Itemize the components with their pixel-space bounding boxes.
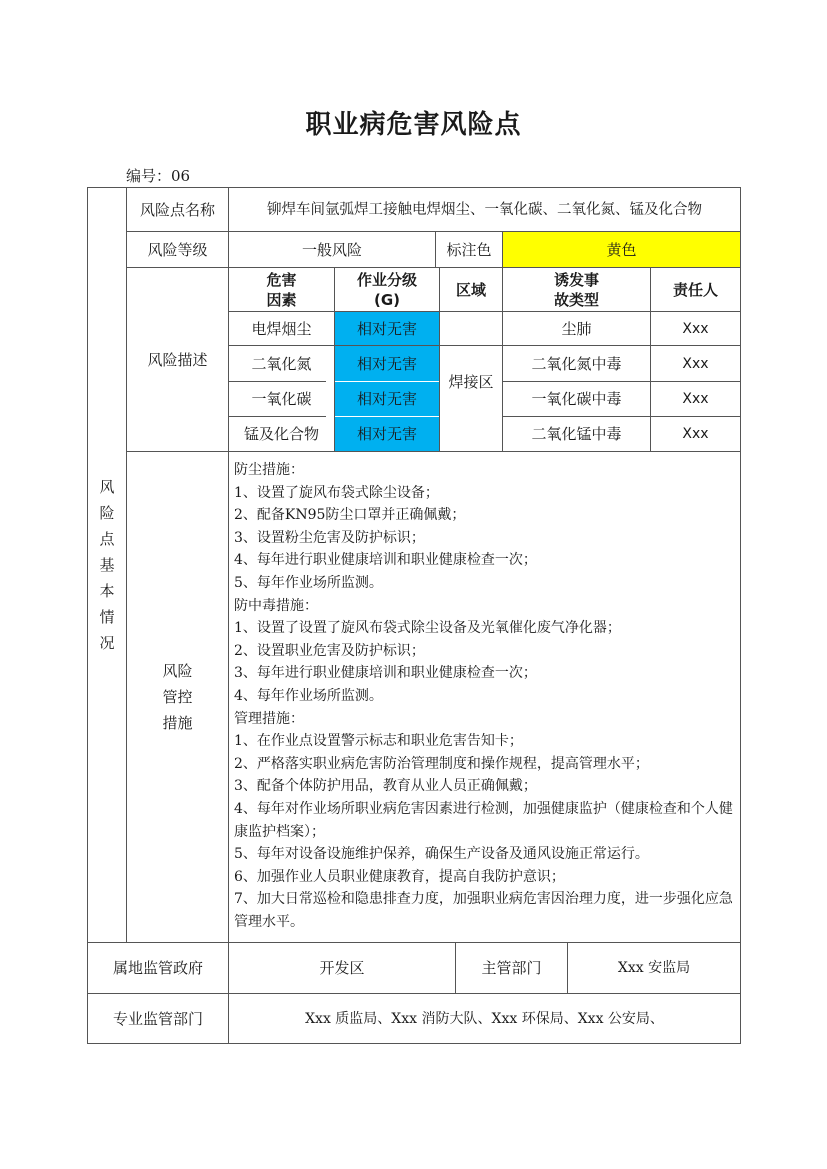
work-grade-cell: 相对无害	[335, 417, 439, 451]
local-government-label: 属地监管政府	[112, 959, 203, 977]
risk-name-value: 铆焊车间氩弧焊工接触电焊烟尘、一氧化碳、二氧化氮、锰及化合物	[267, 201, 702, 218]
header-area: 区域	[455, 280, 486, 299]
measure-line: 防尘措施：	[234, 462, 304, 478]
measure-line: 防中毒措施：	[234, 597, 318, 614]
accident-type-cell: 一氧化碳中毒	[531, 390, 622, 408]
work-grade-cell: 相对无害	[335, 346, 439, 381]
measure-line: 7、加大日常巡检和隐患排查力度，加强职业病危害因治理力度，进一步强化应急管理水平。	[234, 891, 733, 930]
measure-line: 2、设置职业危害及防护标识；	[234, 642, 425, 659]
measure-line: 3、配备个体防护用品，教育从业人员正确佩戴；	[234, 778, 537, 795]
measure-line: 1、设置了设置了旋风布袋式除尘设备及光氧催化废气净化器；	[234, 620, 621, 637]
measure-line: 5、每年作业场所监测。	[234, 574, 383, 591]
measure-line: 1、设置了旋风布袋式除尘设备；	[234, 484, 439, 501]
header-accident-type: 诱发事 故类型	[553, 270, 599, 309]
responsible-person-cell: Xxx	[682, 426, 709, 442]
accident-type-cell: 尘肺	[561, 319, 592, 338]
measure-line: 2、配备KN95防尘口罩并正确佩戴；	[234, 507, 466, 524]
measure-line: 3、设置粉尘危害及防护标识；	[234, 529, 425, 546]
header-work-grade: 作业分级 (G)	[356, 270, 417, 309]
local-government-value: 开发区	[319, 959, 365, 977]
measure-line: 1、在作业点设置警示标志和职业危害告知卡；	[234, 733, 523, 750]
work-grade-cell: 相对无害	[335, 312, 439, 345]
measure-line: 4、每年对作业场所职业病危害因素进行检测，加强健康监护（健康检查和个人健康监护档案）；	[234, 800, 733, 840]
measure-line: 4、每年进行职业健康培训和职业健康检查一次；	[234, 552, 537, 569]
measure-line: 2、严格落实职业病危害防治管理制度和操作规程，提高管理水平；	[234, 755, 649, 772]
header-hazard-factor: 危害 因素	[266, 270, 297, 309]
measure-line: 4、每年作业场所监测。	[234, 687, 383, 704]
mark-color-label: 标注色	[446, 240, 492, 259]
professional-supervision-value: Xxx 质监局、Xxx 消防大队、Xxx 环保局、Xxx 公安局、	[305, 1010, 664, 1027]
risk-description-label: 风险描述	[147, 350, 208, 369]
risk-level-value: 一般风险	[301, 240, 362, 259]
hazard-factor-cell: 电焊烟尘	[251, 319, 312, 338]
risk-name-label: 风险点名称	[139, 200, 215, 219]
work-grade-cell: 相对无害	[335, 382, 439, 416]
measure-line: 6、加强作业人员职业健康教育，提高自我防护意识；	[234, 868, 565, 885]
side-label-basic-info: 风 险 点 基 本 情 况	[99, 478, 115, 652]
measure-line: 管理措施：	[234, 710, 304, 727]
mark-color-value: 黄色	[503, 232, 740, 267]
measure-line: 3、每年进行职业健康培训和职业健康检查一次；	[234, 665, 537, 682]
document-number: 编号：06	[126, 167, 191, 185]
responsible-person-cell: Xxx	[682, 355, 709, 372]
responsible-person-cell: Xxx	[682, 391, 709, 407]
header-responsible-person: 责任人	[672, 280, 718, 299]
hazard-factor-cell: 一氧化碳	[251, 390, 312, 408]
control-measures-label: 风险 管控 措施	[162, 662, 193, 732]
competent-department-label: 主管部门	[481, 959, 542, 977]
responsible-person-cell: Xxx	[682, 320, 709, 337]
control-measures-text	[234, 459, 734, 933]
competent-department-value: Xxx 安监局	[617, 960, 691, 976]
hazard-factor-cell: 锰及化合物	[243, 425, 319, 443]
professional-supervision-label: 专业监管部门	[112, 1009, 203, 1028]
hazard-factor-cell: 二氧化氮	[251, 354, 312, 373]
accident-type-cell: 二氧化氮中毒	[531, 354, 622, 373]
page-title: 职业病危害风险点	[305, 110, 522, 140]
area-cell: 焊接区	[448, 372, 494, 391]
measure-line: 5、每年对设备设施维护保养，确保生产设备及通风设施正常运行。	[234, 846, 649, 863]
accident-type-cell: 二氧化锰中毒	[531, 425, 622, 443]
risk-level-label: 风险等级	[147, 240, 208, 259]
